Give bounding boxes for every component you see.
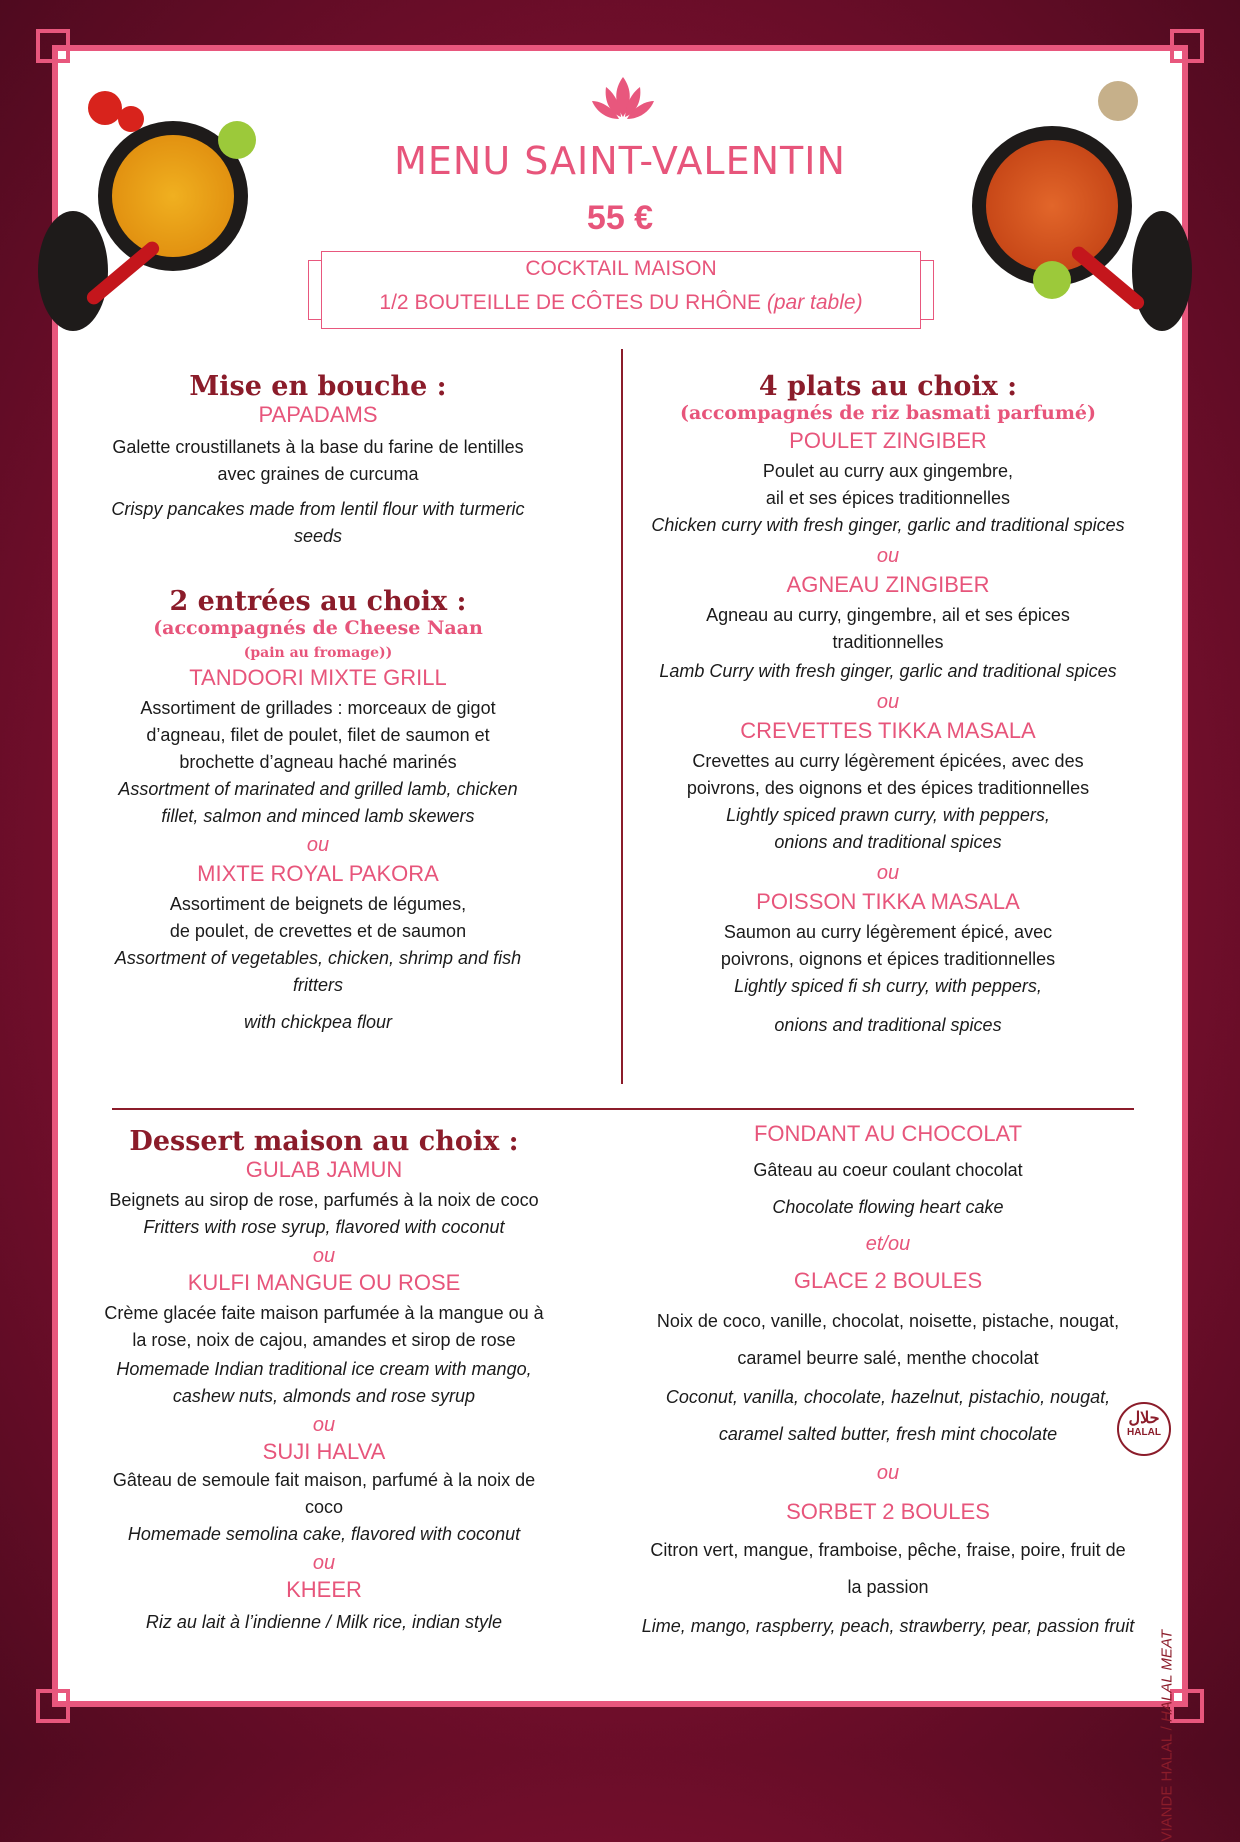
desserts-section — [94, 1126, 554, 1636]
mise-en-bouche-section — [98, 371, 538, 550]
dish-description-en: Chocolate flowing heart cake — [772, 1197, 1004, 1217]
dish-description-en: Assortment of vegetables, chicken, shrimp and fish fritters — [114, 948, 522, 995]
corner-ornament — [1170, 29, 1204, 63]
dish-name: TANDOORI MIXTE GRILL — [189, 665, 447, 690]
dish-description-en: Lightly spiced prawn curry, with peppers, onions and traditional spices — [726, 805, 1050, 852]
dish-description-en: Lightly spiced fi sh curry, with peppers, — [734, 976, 1042, 996]
section-subheading: (accompagnés de Cheese Naan — [153, 617, 483, 639]
dish-description-fr: Gâteau de semoule fait maison, parfumé à la noix de coco — [112, 1470, 536, 1517]
menu-card — [58, 51, 1182, 1701]
menu-price: 55 € — [586, 199, 654, 237]
halal-logo: حلال HALAL — [1117, 1402, 1171, 1456]
drinks-box — [321, 251, 921, 329]
dish-description-fr: la passion — [847, 1577, 929, 1597]
dish-description-fr: Citron vert, mangue, framboise, pêche, fraise, poire, fruit de — [650, 1540, 1126, 1560]
cocktail-line: COCKTAIL MAISON — [525, 257, 717, 280]
dish-description-en: Lime, mango, raspberry, peach, strawberry, pear, passion fruit — [641, 1616, 1135, 1636]
section-subheading: (accompagnés de riz basmati parfumé) — [679, 402, 1097, 424]
section-subheading: (pain au fromage)) — [243, 645, 393, 661]
dish-name: KULFI MANGUE OU ROSE — [187, 1270, 461, 1295]
tomato-image — [118, 106, 144, 132]
dish-description-en: Assortment of marinated and grilled lamb, chicken fillet, salmon and minced lamb skewers — [118, 779, 518, 826]
dish-name: SUJI HALVA — [262, 1439, 386, 1464]
dish-name: POULET ZINGIBER — [789, 428, 987, 453]
menu-title: MENU SAINT-VALENTIN — [394, 139, 846, 183]
halal-meat-label: VIANDE HALAL / HALAL MEAT — [1158, 1630, 1175, 1842]
dish-description-fr: Galette croustillanets à la base du farine de lentilles avec graines de curcuma — [112, 437, 524, 484]
or-separator: ou — [312, 1552, 336, 1574]
and-or-separator: et/ou — [865, 1233, 911, 1255]
corner-ornament — [36, 1689, 70, 1723]
or-separator: ou — [876, 862, 900, 884]
dish-name: FONDANT AU CHOCOLAT — [753, 1121, 1023, 1146]
dish-name: AGNEAU ZINGIBER — [786, 572, 990, 597]
dish-description-fr: Beignets au sirop de rose, parfumés à la noix de coco — [109, 1190, 539, 1210]
or-separator: ou — [312, 1245, 336, 1267]
dish-description-fr: caramel beurre salé, menthe chocolat — [737, 1348, 1039, 1368]
lime-image — [1033, 261, 1071, 299]
plats-section — [618, 371, 1158, 1039]
dish-description-fr: Agneau au curry, gingembre, ail et ses épices traditionnelles — [706, 605, 1070, 652]
or-separator: ou — [876, 545, 900, 567]
dish-name: PAPADAMS — [258, 402, 378, 427]
dish-description-fr: Saumon au curry légèrement épicé, avec poivrons, oignons et épices traditionnelles — [720, 922, 1056, 969]
dish-description-fr: Gâteau au coeur coulant chocolat — [753, 1160, 1023, 1180]
dish-description-fr: Poulet au curry aux gingembre, ail et ses épices traditionnelles — [762, 461, 1014, 508]
dish-description-en: Coconut, vanilla, chocolate, hazelnut, pistachio, nougat, — [665, 1387, 1111, 1407]
dish-description-en: Homemade semolina cake, flavored with coconut — [127, 1524, 521, 1544]
desserts-right-section — [618, 1121, 1158, 1640]
dish-description-fr: Crème glacée faite maison parfumée à la mangue ou à la rose, noix de cajou, amandes et sirop de rose — [104, 1303, 544, 1350]
dish-description-en: caramel salted butter, fresh mint chocolate — [718, 1424, 1058, 1444]
or-separator: ou — [306, 834, 330, 856]
or-separator: ou — [312, 1414, 336, 1436]
dish-description-en: Riz au lait à l’indienne / Milk rice, indian style — [145, 1612, 503, 1632]
section-divider — [112, 1108, 1134, 1110]
section-heading: 2 entrées au choix : — [169, 586, 467, 617]
dish-name: CREVETTES TIKKA MASALA — [740, 718, 1036, 743]
section-heading: Mise en bouche : — [189, 371, 447, 402]
dish-name: GULAB JAMUN — [245, 1157, 403, 1182]
dish-name: KHEER — [286, 1577, 362, 1602]
dish-description-en: Lamb Curry with fresh ginger, garlic and traditional spices — [659, 661, 1117, 681]
dish-description-en: Crispy pancakes made from lentil flour with turmeric seeds — [111, 499, 525, 546]
dish-description-en: with chickpea flour — [243, 1012, 393, 1032]
tomato-image — [88, 91, 122, 125]
dish-description-fr: Noix de coco, vanille, chocolat, noisette, pistache, nougat, — [656, 1311, 1120, 1331]
dish-description-en: onions and traditional spices — [774, 1015, 1002, 1035]
or-separator: ou — [876, 691, 900, 713]
dish-name: POISSON TIKKA MASALA — [756, 889, 1020, 914]
dish-description-en: Chicken curry with fresh ginger, garlic and traditional spices — [651, 515, 1125, 535]
or-separator: ou — [876, 1462, 900, 1484]
section-heading: 4 plats au choix : — [758, 371, 1018, 402]
section-heading: Dessert maison au choix : — [129, 1126, 519, 1157]
garlic-image — [1098, 81, 1138, 121]
wine-line: 1/2 BOUTEILLE DE CÔTES DU RHÔNE (par table) — [379, 291, 863, 314]
entrees-section — [98, 586, 538, 1036]
dish-description-en: Homemade Indian traditional ice cream with mango, cashew nuts, almonds and rose syrup — [116, 1359, 532, 1406]
dish-name: MIXTE ROYAL PAKORA — [197, 861, 439, 886]
corner-ornament — [36, 29, 70, 63]
dish-description-fr: Assortiment de grillades : morceaux de gigot d’agneau, filet de poulet, filet de saumon et brochette d’agneau haché marinés — [140, 698, 496, 772]
dish-name: GLACE 2 BOULES — [793, 1268, 983, 1293]
dish-description-fr: Assortiment de beignets de légumes, de poulet, de crevettes et de saumon — [169, 894, 467, 941]
wine-note: (par table) — [766, 291, 863, 314]
lotus-icon — [588, 73, 658, 123]
dish-name: SORBET 2 BOULES — [786, 1499, 990, 1524]
dish-description-en: Fritters with rose syrup, flavored with coconut — [143, 1217, 505, 1237]
dish-description-fr: Crevettes au curry légèrement épicées, avec des poivrons, des oignons et des épices traditionnelles — [686, 751, 1090, 798]
